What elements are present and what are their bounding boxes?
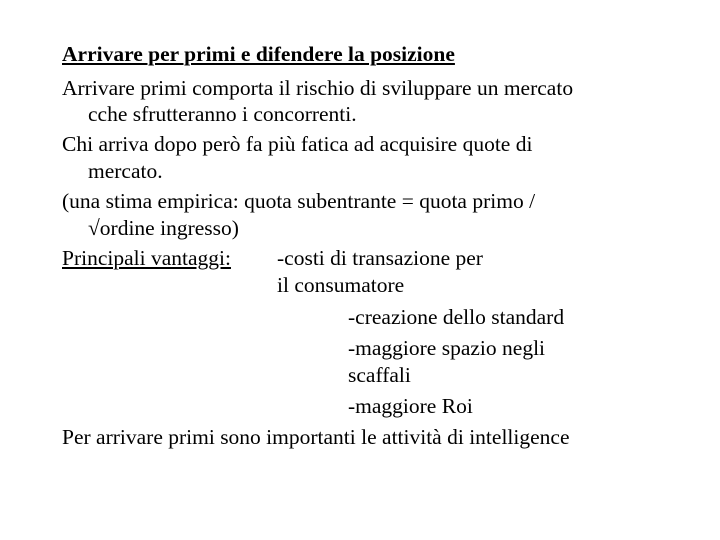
paragraph-3-line-2: √ordine ingresso) bbox=[88, 216, 239, 240]
advantage-3-line-1: -maggiore spazio negli bbox=[348, 336, 546, 360]
paragraph-2-line-2: mercato. bbox=[88, 159, 163, 183]
advantage-1-line-1: -costi di transazione per bbox=[277, 246, 483, 270]
advantage-3-line-2: scaffali bbox=[348, 363, 411, 387]
advantage-2: -creazione dello standard bbox=[348, 305, 565, 329]
paragraph-1-line-1: Arrivare primi comporta il rischio di sviluppare un mercato bbox=[62, 76, 574, 100]
paragraph-2-line-1: Chi arriva dopo però fa più fatica ad acquisire quote di bbox=[62, 132, 533, 156]
paragraph-1-line-2: cche sfrutteranno i concorrenti. bbox=[88, 102, 357, 126]
advantage-4: -maggiore Roi bbox=[348, 394, 473, 418]
paragraph-3-line-1: (una stima empirica: quota subentrante = quota primo / bbox=[62, 189, 536, 213]
closing-statement: Per arrivare primi sono importanti le attività di intelligence bbox=[62, 425, 570, 449]
slide-title: Arrivare per primi e difendere la posizione bbox=[62, 42, 455, 66]
advantages-label: Principali vantaggi: bbox=[62, 246, 231, 270]
advantage-1-line-2: il consumatore bbox=[277, 273, 405, 297]
